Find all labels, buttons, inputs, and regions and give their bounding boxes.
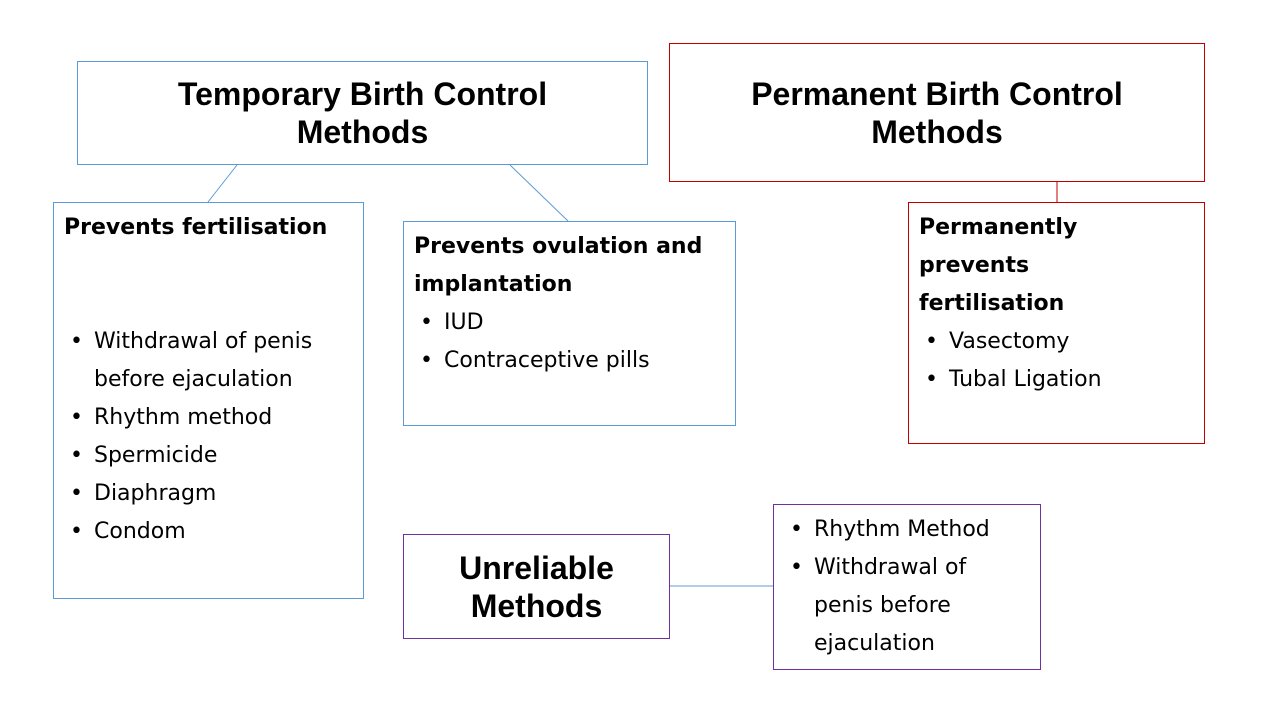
connector-temporary-fertilisation bbox=[208, 165, 237, 202]
prevents-fertilisation-box bbox=[53, 202, 364, 599]
bullet-icon: • bbox=[70, 329, 83, 354]
prevents-fertilisation-list bbox=[64, 323, 353, 551]
unreliable-methods-title-box bbox=[403, 534, 670, 639]
bullet-icon: • bbox=[70, 519, 83, 544]
permanent-methods-title-box bbox=[669, 43, 1205, 182]
unreliable-methods-title: Unreliable Methods bbox=[459, 549, 614, 624]
bullet-icon: • bbox=[420, 348, 433, 373]
list-item: • Withdrawal of penis before ejaculation bbox=[64, 323, 353, 399]
list-item: • Condom bbox=[64, 513, 353, 551]
permanent-details-box bbox=[908, 202, 1205, 444]
prevents-ovulation-box bbox=[403, 221, 736, 426]
list-item: • Withdrawal of penis before ejaculation bbox=[784, 549, 1030, 663]
bullet-icon: • bbox=[925, 367, 938, 392]
list-item: • Spermicide bbox=[64, 437, 353, 475]
list-item: • Vasectomy bbox=[919, 323, 1194, 361]
permanent-methods-title: Permanent Birth Control Methods bbox=[751, 75, 1123, 150]
temporary-methods-title: Temporary Birth Control Methods bbox=[177, 76, 548, 150]
bullet-icon: • bbox=[925, 329, 938, 354]
temporary-methods-title-box bbox=[77, 61, 648, 165]
list-item: • IUD bbox=[414, 304, 725, 342]
prevents-ovulation-heading: Prevents ovulation and implantation bbox=[414, 234, 703, 297]
list-item: • Rhythm Method bbox=[784, 511, 1030, 549]
permanent-details-heading: Permanently prevents fertilisation bbox=[919, 215, 1078, 316]
unreliable-details-box bbox=[773, 504, 1041, 670]
bullet-icon: • bbox=[70, 405, 83, 430]
list-item: • Diaphragm bbox=[64, 475, 353, 513]
bullet-icon: • bbox=[790, 555, 803, 580]
list-item: • Contraceptive pills bbox=[414, 342, 725, 380]
prevents-fertilisation-heading: Prevents fertilisation bbox=[64, 215, 328, 240]
list-item: • Tubal Ligation bbox=[919, 361, 1194, 399]
unreliable-details-list bbox=[784, 511, 1030, 663]
bullet-icon: • bbox=[70, 443, 83, 468]
prevents-ovulation-list bbox=[414, 304, 725, 380]
connector-temporary-ovulation bbox=[510, 165, 568, 221]
bullet-icon: • bbox=[790, 517, 803, 542]
bullet-icon: • bbox=[420, 310, 433, 335]
list-item: • Rhythm method bbox=[64, 399, 353, 437]
bullet-icon: • bbox=[70, 481, 83, 506]
permanent-details-list bbox=[919, 323, 1194, 399]
